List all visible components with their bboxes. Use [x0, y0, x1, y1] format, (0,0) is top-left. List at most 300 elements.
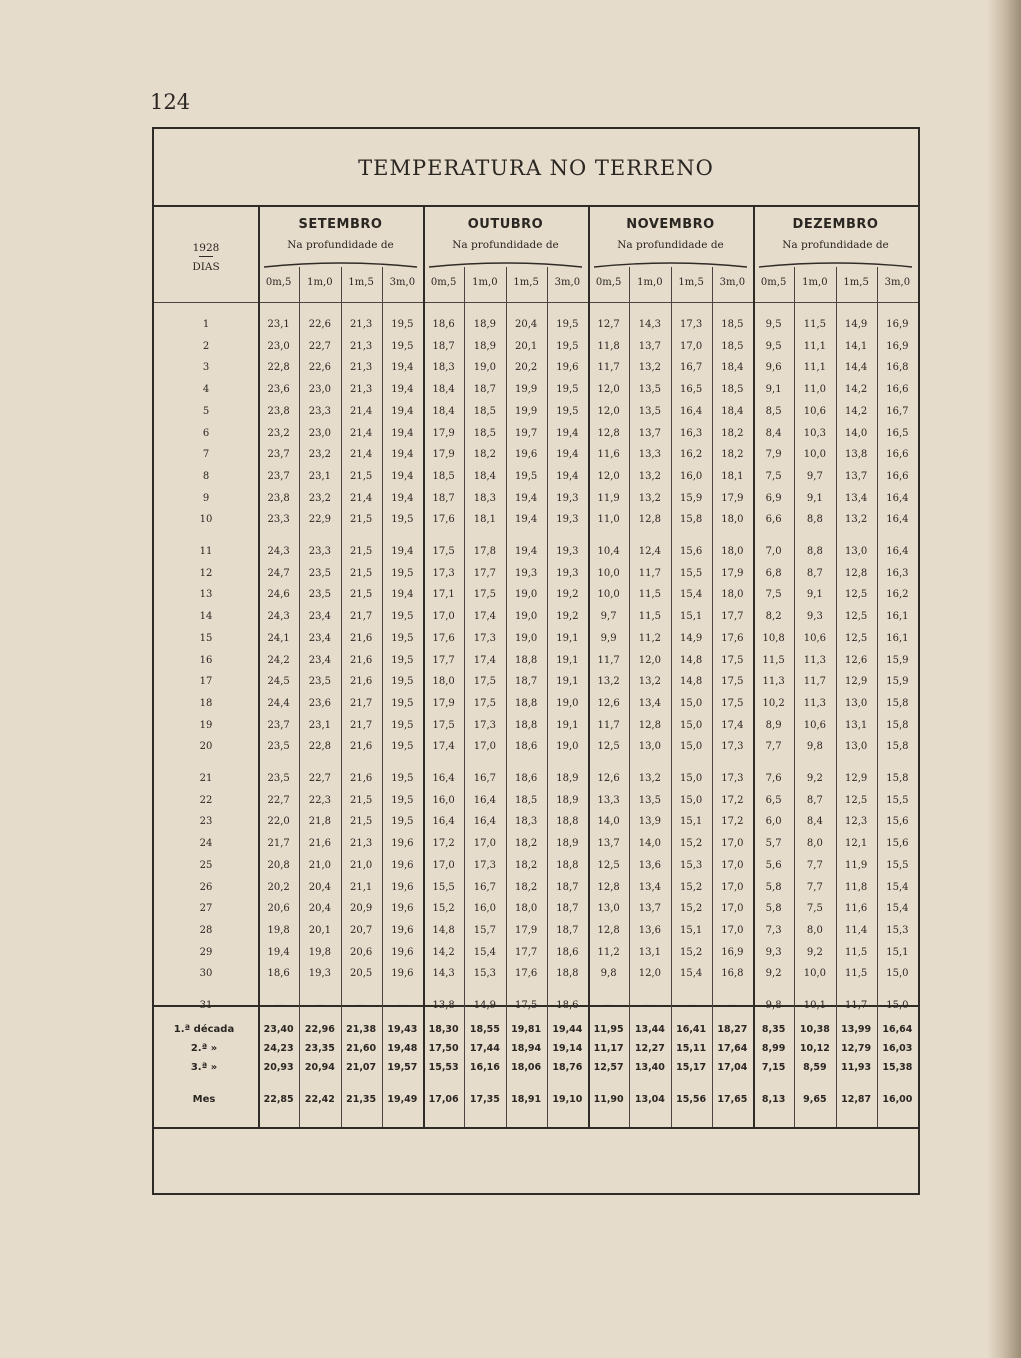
temperature-cell: 15,0 — [679, 697, 703, 709]
temperature-cell: 17,8 — [473, 546, 496, 557]
temperature-cell: 19,3 — [308, 968, 331, 980]
temperature-cell: 18,4 — [432, 384, 455, 396]
temperature-cell: 20,5 — [349, 968, 373, 980]
temperature-cell: 17,4 — [721, 719, 744, 731]
temperature-cell: 23,5 — [308, 676, 331, 688]
temperature-cell: 19,5 — [391, 654, 414, 666]
temperature-cell: 21,6 — [308, 838, 331, 850]
day-number: 24 — [199, 838, 213, 850]
temperature-cell: 15,9 — [886, 654, 909, 666]
temperature-cell: 6,8 — [765, 567, 782, 579]
page-number: 124 — [150, 90, 191, 114]
summary-cell: 11,93 — [841, 1062, 872, 1073]
temperature-cell: 10,3 — [803, 427, 826, 439]
temperature-cell: 19,5 — [391, 773, 414, 784]
temperature-cell: 22,0 — [267, 816, 290, 828]
temperature-cell: 23,5 — [267, 773, 290, 784]
temperature-cell: 9,3 — [765, 946, 782, 958]
temperature-cell: 21,3 — [349, 340, 373, 352]
day-number: 13 — [199, 589, 213, 601]
temperature-cell: 15,2 — [679, 881, 703, 893]
temperature-cell: 12,8 — [638, 514, 661, 526]
temperature-cell: 16,2 — [679, 449, 703, 461]
temperature-cell: 21,6 — [349, 741, 373, 753]
temperature-cell: 12,5 — [844, 611, 868, 623]
temperature-cell: 13,0 — [844, 546, 868, 557]
temperature-cell: 17,0 — [721, 903, 744, 915]
temperature-cell: 13,2 — [597, 676, 620, 688]
temperature-cell: 5,7 — [765, 838, 782, 850]
summary-cell: 12,79 — [841, 1043, 872, 1054]
temperature-cell: 19,1 — [556, 654, 579, 666]
temperature-cell: 18,2 — [514, 881, 538, 893]
day-number: 18 — [199, 697, 213, 709]
temperature-cell: 11,5 — [844, 946, 868, 958]
temperature-cell: 19,0 — [556, 697, 579, 709]
depth-column-header: 0m,5 — [265, 277, 292, 288]
temperature-cell: 10,4 — [597, 546, 620, 557]
temperature-cell: 15,4 — [679, 589, 703, 601]
temperature-cell: 22,8 — [267, 362, 290, 374]
temperature-cell: 19,6 — [391, 859, 414, 871]
temperature-cell: 21,4 — [349, 405, 373, 417]
temperature-cell: 13,5 — [638, 405, 661, 417]
temperature-cell: 18,5 — [514, 794, 538, 806]
temperature-cell: 10,0 — [803, 449, 826, 461]
summary-cell: 24,23 — [263, 1043, 294, 1054]
temperature-cell: 11,3 — [803, 654, 826, 666]
temperature-cell: 11,2 — [597, 946, 620, 958]
depth-label-2: Na profundidade de — [617, 239, 724, 251]
temperature-cell: 19,5 — [391, 816, 414, 828]
temperature-cell: 15,6 — [886, 816, 909, 828]
temperature-cell: 6,5 — [765, 794, 782, 806]
temperature-cell: 18,4 — [432, 405, 455, 417]
temperature-cell: 24,6 — [267, 589, 290, 601]
temperature-cell: 19,6 — [556, 362, 579, 374]
temperature-cell: 18,0 — [514, 903, 538, 915]
temperature-cell: 17,7 — [514, 946, 538, 958]
temperature-cell: 19,6 — [391, 881, 414, 893]
temperature-cell: 19,8 — [308, 946, 331, 958]
temperature-cell: 14,4 — [844, 362, 868, 374]
temperature-cell: 17,7 — [473, 567, 496, 579]
temperature-cell: 13,0 — [597, 903, 620, 915]
temperature-cell: 8,8 — [806, 514, 823, 526]
temperature-cell: 11,1 — [803, 340, 826, 352]
temperature-cell: 17,9 — [432, 697, 455, 709]
temperature-cell: 16,7 — [473, 773, 496, 784]
summary-cell: 21,38 — [346, 1024, 377, 1035]
temperature-cell: 18,8 — [514, 697, 538, 709]
temperature-cell: 14,8 — [679, 676, 703, 688]
temperature-cell: 12,5 — [844, 632, 868, 644]
temperature-cell: 16,9 — [886, 319, 909, 330]
temperature-cell: 19,6 — [391, 838, 414, 850]
temperature-cell: 18,8 — [556, 816, 579, 828]
temperature-cell: 19,2 — [556, 611, 579, 623]
summary-cell: 15,53 — [428, 1062, 459, 1073]
day-number: 22 — [199, 794, 213, 806]
temperature-cell: 15,0 — [679, 741, 703, 753]
summary-cell: 11,95 — [593, 1024, 624, 1035]
depth-column-header: 1m,0 — [307, 277, 333, 288]
day-number: 17 — [199, 676, 213, 688]
temperature-cell: 17,5 — [473, 676, 496, 688]
day-number: 1 — [202, 319, 210, 330]
summary-cell: 18,55 — [469, 1024, 500, 1035]
temperature-cell: 19,9 — [514, 384, 538, 396]
temperature-cell: 21,7 — [267, 838, 290, 850]
day-number: 26 — [199, 881, 213, 893]
depth-column-header: 1m,5 — [348, 277, 374, 288]
day-number: 31 — [199, 1000, 213, 1011]
temperature-cell: 7,7 — [806, 881, 823, 893]
summary-label: Mes — [192, 1094, 216, 1105]
temperature-cell: 7,5 — [765, 470, 782, 482]
summary-cell: 19,14 — [552, 1043, 583, 1054]
temperature-cell: 23,1 — [267, 319, 290, 330]
temperature-cell: 6,6 — [765, 514, 782, 526]
temperature-cell: 18,2 — [473, 449, 496, 461]
temperature-cell: 16,1 — [886, 632, 909, 644]
day-number: 27 — [199, 903, 213, 915]
temperature-cell: 10,2 — [762, 697, 785, 709]
temperature-cell: 21,1 — [349, 881, 373, 893]
month-name-1: OUTUBRO — [467, 217, 544, 232]
depth-column-header: 1m,0 — [637, 277, 663, 288]
temperature-cell: 18,3 — [514, 816, 538, 828]
temperature-cell: 7,7 — [806, 859, 823, 871]
temperature-cell: 16,0 — [473, 903, 496, 915]
depth-label-3: Na profundidade de — [782, 239, 889, 251]
day-number: 6 — [202, 427, 210, 439]
temperature-cell: 8,2 — [765, 611, 782, 623]
temperature-cell: 7,5 — [765, 589, 782, 601]
temperature-cell: 17,0 — [721, 924, 744, 936]
temperature-cell: 10,8 — [762, 632, 785, 644]
year-label: 1928 — [192, 242, 220, 254]
temperature-cell: 19,1 — [556, 676, 579, 688]
temperature-cell: 17,3 — [473, 719, 496, 731]
temperature-cell: 24,5 — [267, 676, 290, 688]
temperature-cell: 17,5 — [432, 546, 455, 557]
summary-cell: 17,64 — [717, 1043, 748, 1054]
temperature-cell: 17,6 — [432, 632, 455, 644]
temperature-cell: 15,1 — [886, 946, 909, 958]
summary-cell: 22,42 — [304, 1094, 335, 1105]
temperature-cell: 10,6 — [803, 632, 826, 644]
temperature-cell: 14,2 — [432, 946, 455, 958]
temperature-cell: 19,2 — [556, 589, 579, 601]
temperature-cell: 23,0 — [308, 427, 331, 439]
temperature-cell: 24,1 — [267, 632, 290, 644]
temperature-cell: 22,9 — [308, 514, 331, 526]
temperature-cell: 20,2 — [267, 881, 290, 893]
temperature-cell: 17,7 — [432, 654, 455, 666]
temperature-cell: 23,0 — [267, 340, 290, 352]
temperature-cell: 18,9 — [556, 773, 579, 784]
temperature-cell: 19,4 — [556, 427, 579, 439]
temperature-cell: 13,4 — [844, 492, 868, 504]
temperature-cell: 19,4 — [391, 405, 414, 417]
temperature-cell: 6,9 — [765, 492, 782, 504]
temperature-cell: 12,3 — [844, 816, 868, 828]
temperature-cell: 14,9 — [844, 319, 868, 330]
temperature-cell: 24,2 — [267, 654, 290, 666]
temperature-cell: 16,4 — [432, 816, 455, 828]
temperature-cell: 18,5 — [721, 384, 744, 396]
temperature-cell: 13,0 — [844, 741, 868, 753]
summary-cell: 12,27 — [634, 1043, 665, 1054]
temperature-cell: 18,8 — [556, 968, 579, 980]
summary-cell: 15,38 — [882, 1062, 913, 1073]
temperature-cell: 7,5 — [806, 903, 823, 915]
temperature-cell: 15,1 — [679, 924, 703, 936]
temperature-cell: 11,5 — [638, 589, 661, 601]
temperature-cell: 21,7 — [349, 697, 373, 709]
temperature-cell: 21,5 — [349, 470, 373, 482]
temperature-cell: 19,4 — [391, 470, 414, 482]
temperature-cell: 17,9 — [514, 924, 538, 936]
temperature-cell: 11,1 — [803, 362, 826, 374]
temperature-cell: 8,7 — [806, 794, 823, 806]
temperature-cell: 9,5 — [765, 340, 782, 352]
temperature-cell: 14,2 — [844, 405, 868, 417]
summary-cell: 10,38 — [799, 1024, 830, 1035]
temperature-cell: 13,7 — [597, 838, 620, 850]
day-number: 5 — [202, 405, 210, 417]
temperature-cell: 23,3 — [308, 546, 331, 557]
temperature-cell: 14,3 — [432, 968, 455, 980]
day-number: 29 — [199, 946, 213, 958]
temperature-cell: — — [356, 1000, 367, 1011]
temperature-cell: 19,4 — [391, 384, 414, 396]
temperature-cell: 18,7 — [556, 924, 579, 936]
temperature-cell: 20,6 — [267, 903, 290, 915]
temperature-cell: 17,5 — [721, 654, 744, 666]
temperature-cell: 19,4 — [391, 427, 414, 439]
temperature-cell: 9,6 — [765, 362, 782, 374]
year-underline — [199, 256, 213, 257]
temperature-cell: 14,2 — [844, 384, 868, 396]
temperature-cell: 11,6 — [844, 903, 868, 915]
temperature-cell: 16,4 — [886, 492, 909, 504]
temperature-cell: 17,4 — [473, 654, 496, 666]
temperature-cell: 18,6 — [556, 946, 579, 958]
temperature-cell: 22,6 — [308, 362, 331, 374]
summary-cell: 13,04 — [634, 1094, 665, 1105]
temperature-cell: 15,5 — [679, 567, 703, 579]
temperature-cell: 19,4 — [391, 449, 414, 461]
summary-cell: 23,40 — [263, 1024, 294, 1035]
temperature-cell: 23,8 — [267, 405, 290, 417]
temperature-cell: 23,7 — [267, 449, 290, 461]
temperature-cell: 23,0 — [308, 384, 331, 396]
summary-cell: 21,60 — [346, 1043, 377, 1054]
temperature-cell: 15,3 — [473, 968, 496, 980]
day-number: 16 — [199, 654, 213, 666]
temperature-cell: 12,5 — [844, 794, 868, 806]
temperature-cell: 15,4 — [679, 968, 703, 980]
temperature-cell: 10,0 — [597, 567, 620, 579]
temperature-cell: 16,8 — [721, 968, 744, 980]
temperature-cell: 5,6 — [765, 859, 782, 871]
temperature-cell: 19,5 — [391, 514, 414, 526]
temperature-cell: — — [397, 1000, 408, 1011]
temperature-cell: 14,0 — [597, 816, 620, 828]
temperature-cell: 16,3 — [886, 567, 909, 579]
temperature-cell: 17,9 — [721, 567, 744, 579]
summary-cell: 16,03 — [882, 1043, 913, 1054]
temperature-cell: 17,5 — [473, 589, 496, 601]
depth-column-header: 0m,5 — [430, 277, 457, 288]
temperature-cell: 21,4 — [349, 492, 373, 504]
temperature-cell: 12,9 — [844, 676, 868, 688]
temperature-cell: 16,1 — [886, 611, 909, 623]
day-number: 20 — [199, 741, 213, 753]
temperature-cell: 21,0 — [308, 859, 331, 871]
summary-cell: 15,11 — [676, 1043, 707, 1054]
summary-cell: 22,85 — [263, 1094, 294, 1105]
temperature-cell: 20,2 — [514, 362, 538, 374]
summary-cell: 12,87 — [841, 1094, 872, 1105]
summary-cell: 16,64 — [882, 1024, 913, 1035]
temperature-cell: 15,3 — [679, 859, 703, 871]
temperature-cell: 14,0 — [844, 427, 868, 439]
temperature-cell: 9,1 — [765, 384, 782, 396]
summary-cell: 20,94 — [304, 1062, 335, 1073]
temperature-cell: 9,8 — [600, 968, 617, 980]
book-spine-shadow — [987, 0, 1021, 1358]
temperature-cell: 15,6 — [679, 546, 703, 557]
temperature-cell: 21,5 — [349, 589, 373, 601]
temperature-cell: 9,3 — [806, 611, 823, 623]
temperature-cell: 16,7 — [473, 881, 496, 893]
temperature-cell: 15,9 — [886, 676, 909, 688]
temperature-cell: 15,5 — [886, 859, 909, 871]
temperature-cell: 19,5 — [391, 676, 414, 688]
temperature-cell: 19,0 — [473, 362, 496, 374]
temperature-cell: 17,5 — [514, 1000, 538, 1011]
temperature-cell: 7,9 — [765, 449, 782, 461]
summary-cell: 12,57 — [593, 1062, 624, 1073]
temperature-cell: 18,6 — [432, 319, 455, 330]
summary-cell: 15,56 — [676, 1094, 707, 1105]
summary-cell: 13,99 — [841, 1024, 872, 1035]
temperature-cell: 12,6 — [844, 654, 868, 666]
summary-cell: 23,35 — [304, 1043, 335, 1054]
temperature-cell: 13,3 — [597, 794, 620, 806]
temperature-cell: 18,5 — [432, 470, 455, 482]
temperature-cell: 20,4 — [308, 881, 331, 893]
temperature-cell: 10,6 — [803, 719, 826, 731]
summary-cell: 8,35 — [761, 1024, 786, 1035]
temperature-cell: 9,7 — [600, 611, 617, 623]
temperature-cell: 21,6 — [349, 676, 373, 688]
temperature-cell: 17,0 — [721, 881, 744, 893]
temperature-cell: 11,2 — [638, 632, 661, 644]
temperature-cell: 19,6 — [391, 903, 414, 915]
temperature-cell: 19,3 — [556, 492, 579, 504]
temperature-cell: 12,8 — [597, 924, 620, 936]
temperature-cell: 19,4 — [391, 589, 414, 601]
temperature-cell: 19,9 — [514, 405, 538, 417]
depth-column-header: 0m,5 — [595, 277, 622, 288]
summary-cell: 17,50 — [428, 1043, 459, 1054]
temperature-cell: 19,3 — [556, 567, 579, 579]
temperature-cell: 12,5 — [597, 859, 620, 871]
temperature-cell: 18,6 — [267, 968, 290, 980]
temperature-cell: 17,3 — [721, 741, 744, 753]
temperature-cell: 17,5 — [473, 697, 496, 709]
temperature-cell: 13,5 — [638, 794, 661, 806]
temperature-cell: 23,1 — [308, 470, 331, 482]
temperature-cell: 15,0 — [886, 968, 909, 980]
temperature-cell: 19,0 — [514, 632, 538, 644]
temperature-cell: 11,0 — [803, 384, 826, 396]
temperature-cell: 15,1 — [679, 816, 703, 828]
temperature-cell: 13,2 — [638, 362, 661, 374]
temperature-cell: 17,0 — [721, 838, 744, 850]
temperature-cell: 16,9 — [721, 946, 744, 958]
summary-cell: 18,06 — [511, 1062, 542, 1073]
temperature-cell: 23,5 — [308, 589, 331, 601]
days-label: DIAS — [192, 261, 220, 273]
temperature-cell: 19,6 — [391, 968, 414, 980]
day-number: 2 — [202, 340, 210, 352]
day-number: 25 — [199, 859, 213, 871]
summary-cell: 16,16 — [469, 1062, 500, 1073]
temperature-cell: 15,4 — [886, 903, 909, 915]
temperature-cell: 18,7 — [473, 384, 496, 396]
temperature-cell: 11,8 — [597, 340, 620, 352]
temperature-cell: 17,6 — [432, 514, 455, 526]
temperature-cell: 15,3 — [886, 924, 909, 936]
temperature-cell: 14,8 — [432, 924, 455, 936]
day-number: 30 — [199, 968, 213, 980]
temperature-cell: 18,8 — [514, 654, 538, 666]
summary-cell: 18,27 — [717, 1024, 748, 1035]
temperature-cell: 13,8 — [844, 449, 868, 461]
temperature-cell: 20,1 — [514, 340, 538, 352]
temperature-cell: 18,7 — [514, 676, 538, 688]
temperature-cell: 17,3 — [432, 567, 455, 579]
depth-column-header: 1m,0 — [472, 277, 498, 288]
temperature-cell: 12,7 — [597, 319, 620, 330]
summary-cell: 8,59 — [803, 1062, 827, 1073]
temperature-cell: 17,0 — [432, 611, 455, 623]
summary-bottom-rule — [154, 1127, 918, 1129]
temperature-cell: 19,5 — [391, 794, 414, 806]
day-number: 4 — [202, 384, 210, 396]
temperature-cell: 19,5 — [391, 567, 414, 579]
temperature-cell: 24,3 — [267, 546, 290, 557]
temperature-cell: 16,4 — [886, 546, 909, 557]
temperature-cell: 22,7 — [308, 340, 331, 352]
temperature-cell: 21,3 — [349, 362, 373, 374]
temperature-cell: — — [644, 1000, 655, 1011]
temperature-cell: 17,3 — [473, 859, 496, 871]
summary-cell: 8,99 — [761, 1043, 786, 1054]
temperature-cell: 19,5 — [391, 697, 414, 709]
temperature-cell: 12,6 — [597, 697, 620, 709]
temperature-cell: 14,0 — [638, 838, 661, 850]
summary-cell: 17,65 — [717, 1094, 748, 1105]
temperature-cell: 15,0 — [679, 794, 703, 806]
summary-label: 2.ª » — [190, 1043, 218, 1054]
temperature-cell: 16,8 — [886, 362, 909, 374]
